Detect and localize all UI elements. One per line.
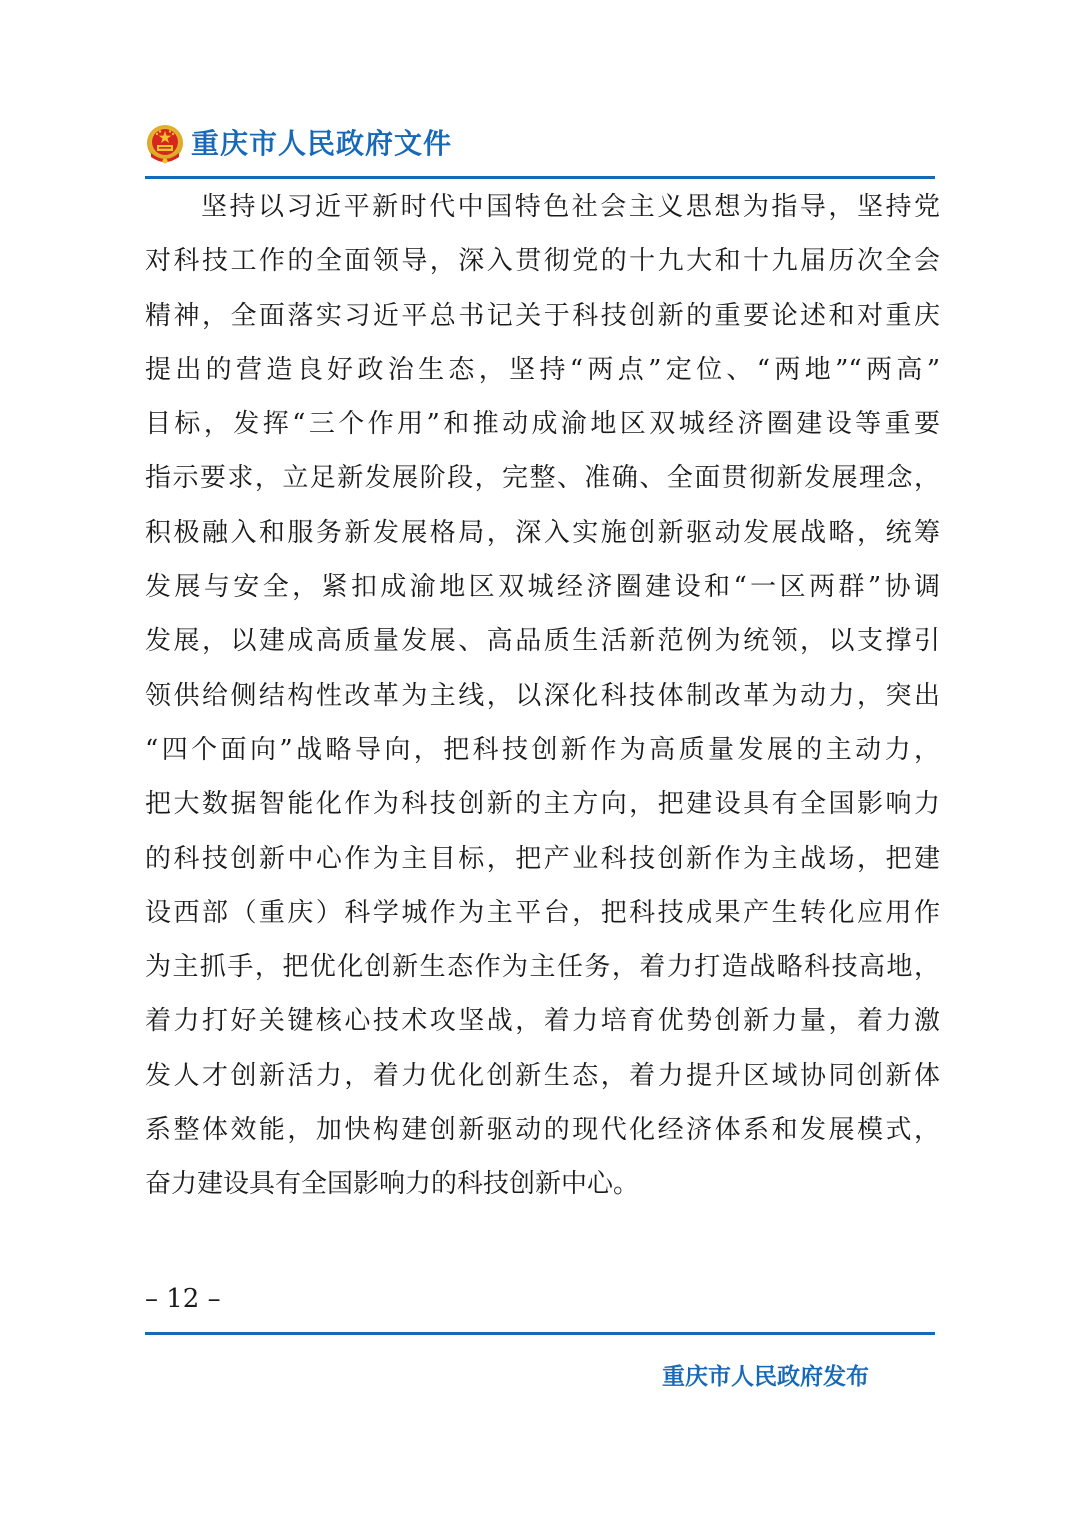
body-line: 发人才创新活力，着力优化创新生态，着力提升区域协同创新体 xyxy=(145,1060,940,1091)
document-header xyxy=(145,116,452,172)
body-line: 设西部（重庆）科学城作为主平台，把科技成果产生转化应用作 xyxy=(145,897,940,928)
body-line: 奋力建设具有全国影响力的科技创新中心。 xyxy=(145,1169,640,1200)
body-line: 对科技工作的全面领导，深入贯彻党的十九大和十九届历次全会 xyxy=(145,246,940,277)
body-line: 精神，全面落实习近平总书记关于科技创新的重要论述和对重庆 xyxy=(145,300,940,331)
body-line: 发展与安全，紧扣成渝地区双城经济圈建设和“一区两群”协调 xyxy=(145,572,940,603)
document-body xyxy=(145,180,940,1212)
header-divider xyxy=(145,176,935,179)
body-line: 坚持以习近平新时代中国特色社会主义思想为指导，坚持党 xyxy=(201,192,940,222)
national-emblem-icon xyxy=(145,121,185,167)
body-line: 领供给侧结构性改革为主线，以深化科技体制改革为动力，突出 xyxy=(145,680,940,711)
body-line: 发展，以建成高质量发展、高品质生活新范例为统领，以支撑引 xyxy=(145,626,940,657)
footer-publisher: 重庆市人民政府发布 xyxy=(662,1364,869,1390)
page-number: – 12 – xyxy=(145,1284,221,1314)
footer-divider xyxy=(145,1332,935,1335)
body-line: 着力打好关键核心技术攻坚战，着力培育优势创新力量，着力激 xyxy=(145,1006,940,1037)
body-line: 为主抓手，把优化创新生态作为主任务，着力打造战略科技高地， xyxy=(145,952,940,983)
body-line: 把大数据智能化作为科技创新的主方向，把建设具有全国影响力 xyxy=(145,789,940,820)
body-line: 提出的营造良好政治生态，坚持“两点”定位、“两地”“两高” xyxy=(145,354,940,385)
body-line: 的科技创新中心作为主目标，把产业科技创新作为主战场，把建 xyxy=(145,843,940,874)
body-line: 系整体效能，加快构建创新驱动的现代化经济体系和发展模式， xyxy=(145,1115,940,1146)
body-line: 指示要求，立足新发展阶段，完整、准确、全面贯彻新发展理念， xyxy=(145,463,940,494)
header-title: 重庆市人民政府文件 xyxy=(191,127,453,160)
body-line: 积极融入和服务新发展格局，深入实施创新驱动发展战略，统筹 xyxy=(145,517,940,548)
body-line: 目标，发挥“三个作用”和推动成渝地区双城经济圈建设等重要 xyxy=(145,409,940,440)
body-line: “四个面向”战略导向，把科技创新作为高质量发展的主动力， xyxy=(145,734,940,765)
